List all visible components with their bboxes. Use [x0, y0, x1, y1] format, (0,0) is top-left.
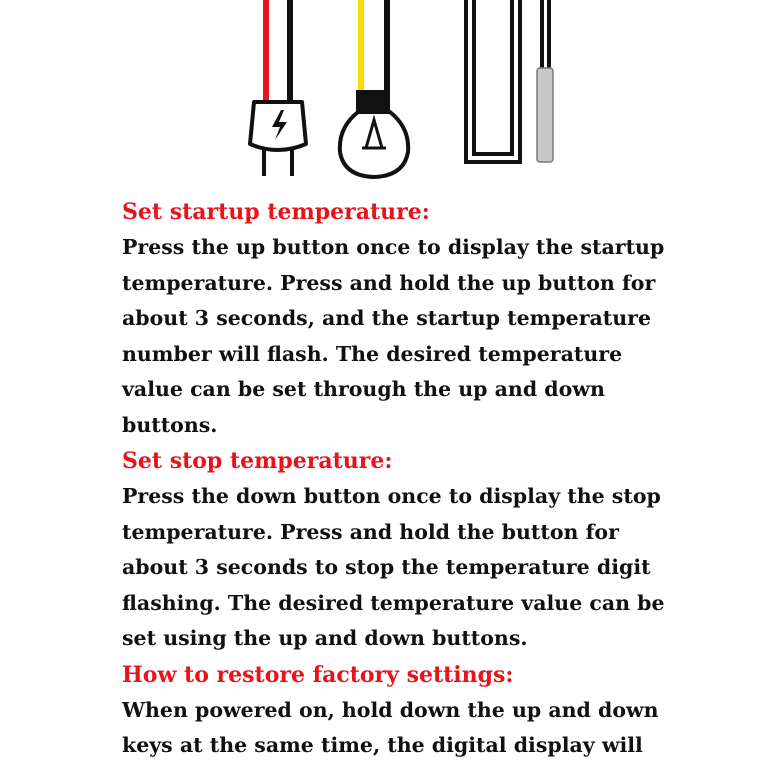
section-body-startup: Press the up button once to display the startup temperature. Press and hold the up button for about 3 seconds, and the startup temperature number will flash. The desired temperature value can be set through the up and down buttons.: [122, 235, 665, 437]
section-heading-startup: Set startup temperature:: [122, 199, 430, 225]
section-body-factory-reset: When powered on, hold down the up and down keys at the same time, the digital display will: [122, 697, 659, 757]
power-plug-icon: [250, 0, 306, 176]
section-heading-factory-reset: How to restore factory settings:: [122, 661, 514, 688]
section-heading-stop: Set stop temperature:: [122, 448, 393, 474]
section-body-stop: Press the down button once to display the stop temperature. Press and hold the button for about 3 seconds to stop the temperature digit flashing. The desired temperature value can be set using the up and down buttons.: [122, 484, 665, 650]
temperature-probe-icon: [537, 0, 553, 162]
wiring-illustration: [0, 0, 760, 190]
instructions: [122, 196, 682, 766]
light-bulb-icon: [340, 0, 408, 177]
heater-element-icon: [466, 0, 520, 162]
